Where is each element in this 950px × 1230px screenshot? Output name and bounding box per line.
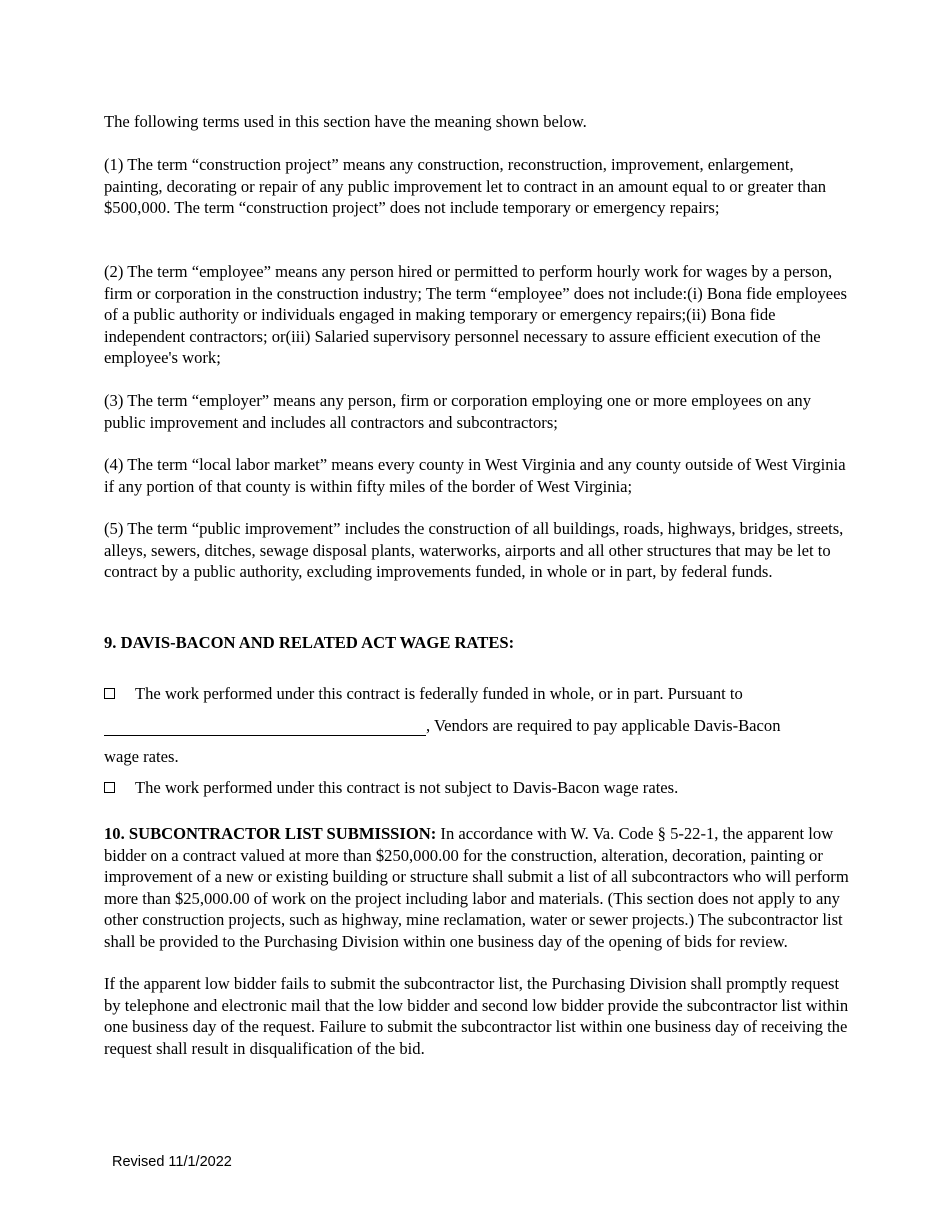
section-10-body: In accordance with W. Va. Code § 5-22-1, the apparent low bidder on a contract valued at more than $250,000.00 for the construction, alteration, decoration, painting or improvement of a new or existing building or structure shall submit a list of all subcontractors who will perform more than $25,000.00 of work on the project including labor and materials. (This section does not apply to any other construction projects, such as highway, mine reclamation, water or sewer projects.) The subcontractor list shall be provided to the Purchasing Division within one business day of the opening of bids for review.	[104, 824, 849, 951]
wage-rates-text: wage rates.	[104, 747, 179, 766]
davis-bacon-option-funded	[104, 683, 849, 705]
federally-funded-checkbox[interactable]	[104, 688, 115, 699]
davis-bacon-reference-line	[104, 715, 849, 737]
definition-local-labor-market: (4) The term “local labor market” means every county in West Virginia and any county outside of West Virginia if any portion of that county is within fifty miles of the border of West Virginia;	[104, 455, 846, 496]
definition-employer: (3) The term “employer” means any person, firm or corporation employing one or more employees on any public improvement and includes all contractors and subcontractors;	[104, 391, 812, 432]
not-subject-checkbox[interactable]	[104, 782, 115, 793]
vendors-required-text: , Vendors are required to pay applicable Davis-Bacon	[426, 716, 781, 735]
section-10-paragraph	[104, 823, 849, 952]
revision-footer: Revised 11/1/2022	[112, 1154, 232, 1170]
definition-public-improvement: (5) The term “public improvement” includes the construction of all buildings, roads, highways, bridges, streets, alleys, sewers, ditches, sewage disposal plants, waterworks, airports and all other structures that may be let to contract by a public authority, excluding improvements funded, in whole or in part, by federal funds.	[104, 519, 844, 581]
intro-paragraph: The following terms used in this section have the meaning shown below.	[104, 112, 587, 131]
section-10-followup: If the apparent low bidder fails to submit the subcontractor list, the Purchasing Division shall promptly request by telephone and electronic mail that the low bidder and second low bidder provide the subcontractor list within one business day of the request. Failure to submit the subcontractor list within one business day of receiving the request shall result in disqualification of the bid.	[104, 974, 849, 1058]
section-10-heading: 10. SUBCONTRACTOR LIST SUBMISSION:	[104, 824, 437, 843]
definition-employee: (2) The term “employee” means any person hired or permitted to perform hourly work for wages by a person, firm or corporation in the construction industry; The term “employee” does not include:(i) Bona fide employees of a public authority or individuals engaged in making temporary or emergency repairs;(ii) Bona fide independent contractors; or(iii) Salaried supervisory personnel necessary to assure efficient execution of the employee's work;	[104, 262, 847, 367]
section-9-heading: 9. DAVIS-BACON AND RELATED ACT WAGE RATES:	[104, 633, 515, 652]
davis-bacon-option-not-subject	[104, 777, 849, 799]
definition-construction-project: (1) The term “construction project” means any construction, reconstruction, improvement, enlargement, painting, decorating or repair of any public improvement let to contract in an amount equal to or greater than $500,000. The term “construction project” does not include temporary or emergency repairs;	[104, 155, 827, 217]
federally-funded-label: The work performed under this contract is federally funded in whole, or in part. Pursuant to	[135, 684, 743, 703]
not-subject-label: The work performed under this contract is not subject to Davis-Bacon wage rates.	[135, 778, 679, 797]
reference-blank-field[interactable]	[104, 735, 426, 736]
